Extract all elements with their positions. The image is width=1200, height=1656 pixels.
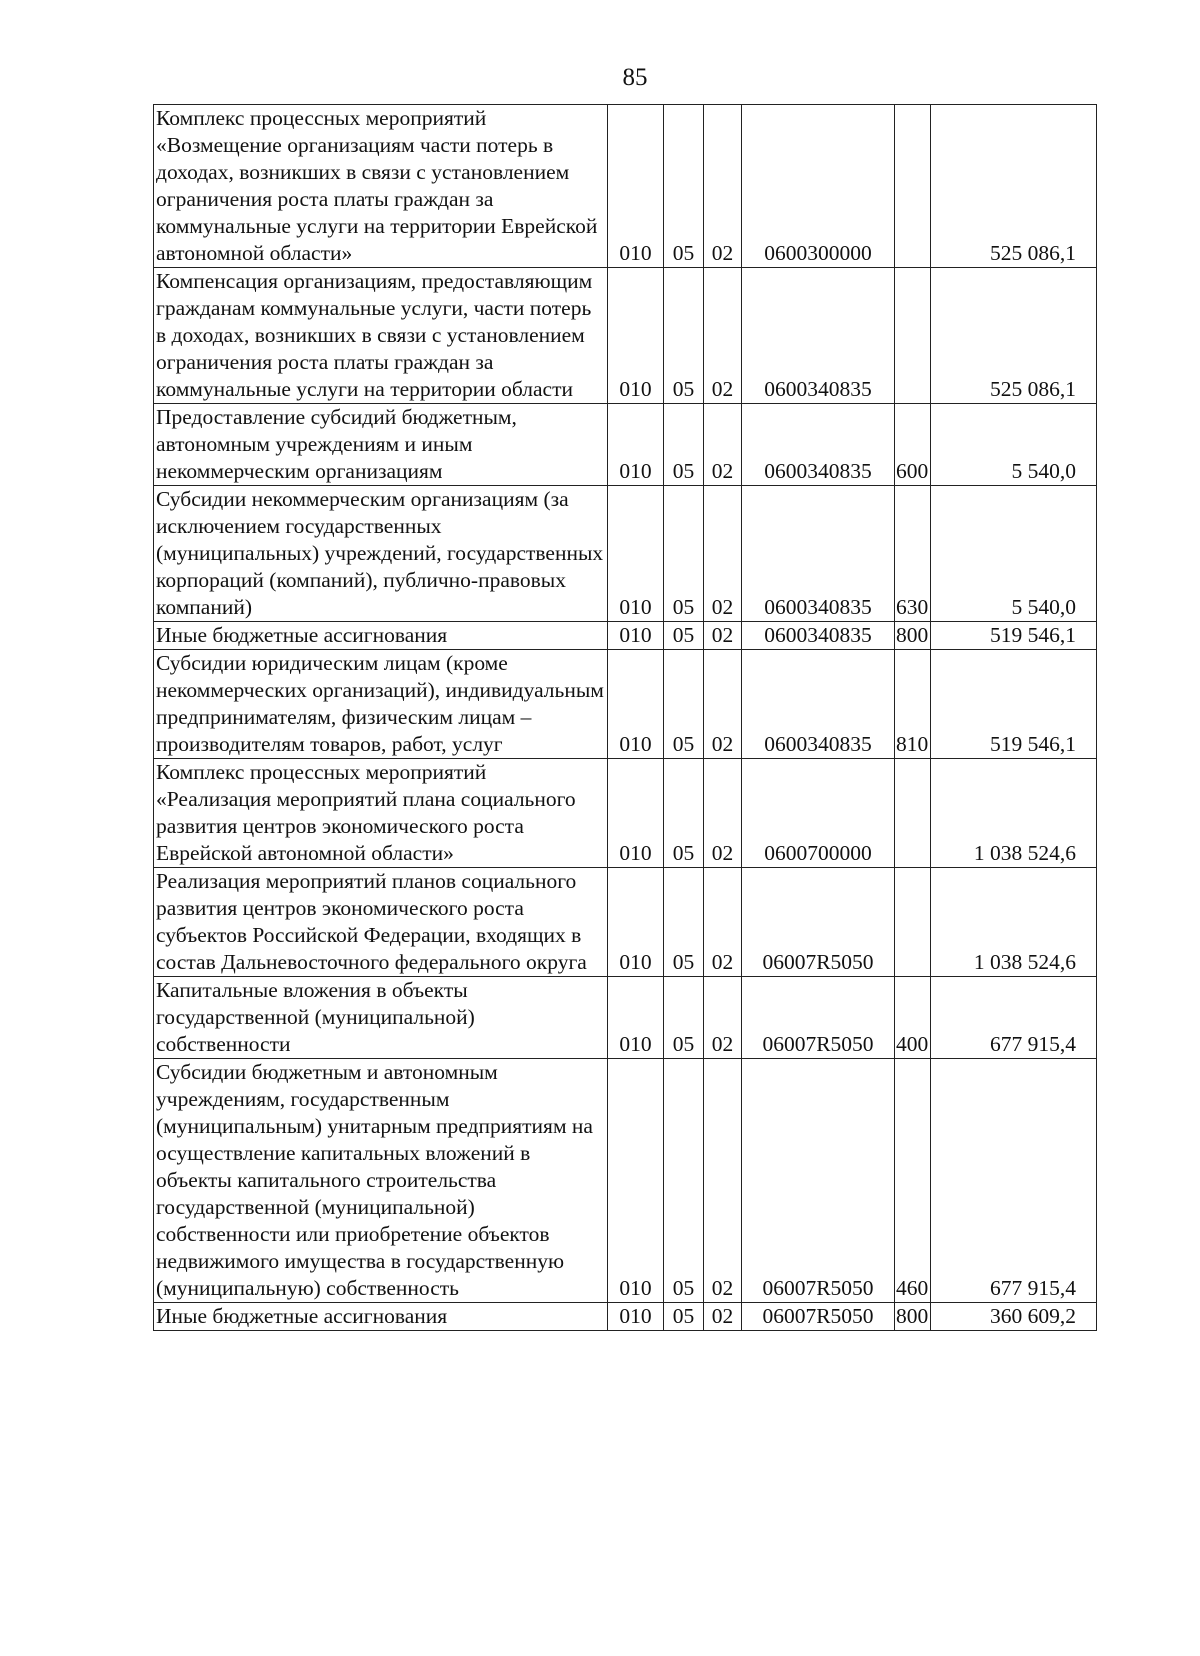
item-name-cell: Комплекс процессных мероприятий «Возмещение организациям части потерь в доходах, возникших в связи с установлением ограничения роста платы граждан за коммунальные услуги на территории Еврейской автономной области» [154,105,608,268]
target-article-cell: 0600340835 [742,486,895,622]
target-article-cell: 0600340835 [742,650,895,759]
ministry-code-cell: 010 [608,268,664,404]
expense-type-cell: 400 [895,977,931,1059]
expense-type-cell: 600 [895,404,931,486]
section-code-cell: 05 [664,977,704,1059]
target-article-cell: 0600300000 [742,105,895,268]
item-name-cell: Субсидии некоммерческим организациям (за исключением государственных (муниципальных) учреждений, государственных корпораций (компаний), публично-правовых компаний) [154,486,608,622]
amount-cell: 677 915,4 [931,1059,1097,1303]
expense-type-cell: 810 [895,650,931,759]
ministry-code-cell: 010 [608,868,664,977]
ministry-code-cell: 010 [608,977,664,1059]
target-article-cell: 0600340835 [742,404,895,486]
table-row [154,622,1097,650]
section-code-cell: 05 [664,404,704,486]
item-name-cell: Комплекс процессных мероприятий «Реализация мероприятий плана социального развития центров экономического роста Еврейской автономной области» [154,759,608,868]
subsection-code-cell: 02 [704,622,742,650]
target-article-cell: 0600700000 [742,759,895,868]
section-code-cell: 05 [664,1303,704,1331]
amount-cell: 1 038 524,6 [931,868,1097,977]
table-row [154,268,1097,404]
target-article-cell: 06007R5050 [742,1303,895,1331]
table-row [154,486,1097,622]
expense-type-cell: 630 [895,486,931,622]
subsection-code-cell: 02 [704,759,742,868]
table-row [154,868,1097,977]
budget-allocation-table [153,104,1097,1331]
item-name-cell: Иные бюджетные ассигнования [154,1303,608,1331]
table-row [154,1059,1097,1303]
item-name-cell: Реализация мероприятий планов социального развития центров экономического роста субъектов Российской Федерации, входящих в состав Дальневосточного федерального округа [154,868,608,977]
target-article-cell: 06007R5050 [742,977,895,1059]
target-article-cell: 06007R5050 [742,1059,895,1303]
ministry-code-cell: 010 [608,759,664,868]
section-code-cell: 05 [664,1059,704,1303]
subsection-code-cell: 02 [704,650,742,759]
table-row [154,759,1097,868]
expense-type-cell [895,268,931,404]
amount-cell: 360 609,2 [931,1303,1097,1331]
section-code-cell: 05 [664,650,704,759]
section-code-cell: 05 [664,105,704,268]
table-row [154,105,1097,268]
amount-cell: 525 086,1 [931,105,1097,268]
amount-cell: 677 915,4 [931,977,1097,1059]
expense-type-cell: 460 [895,1059,931,1303]
table-body [154,105,1097,1331]
table-row [154,1303,1097,1331]
section-code-cell: 05 [664,486,704,622]
page-number: 85 [622,64,648,91]
table-row [154,977,1097,1059]
subsection-code-cell: 02 [704,1059,742,1303]
ministry-code-cell: 010 [608,1059,664,1303]
item-name-cell: Субсидии юридическим лицам (кроме некоммерческих организаций), индивидуальным предпринимателям, физическим лицам – производителям товаров, работ, услуг [154,650,608,759]
item-name-cell: Предоставление субсидий бюджетным, автономным учреждениям и иным некоммерческим организациям [154,404,608,486]
ministry-code-cell: 010 [608,622,664,650]
expense-type-cell: 800 [895,1303,931,1331]
section-code-cell: 05 [664,622,704,650]
subsection-code-cell: 02 [704,404,742,486]
subsection-code-cell: 02 [704,105,742,268]
item-name-cell: Капитальные вложения в объекты государственной (муниципальной) собственности [154,977,608,1059]
subsection-code-cell: 02 [704,268,742,404]
subsection-code-cell: 02 [704,1303,742,1331]
ministry-code-cell: 010 [608,105,664,268]
expense-type-cell: 800 [895,622,931,650]
subsection-code-cell: 02 [704,977,742,1059]
item-name-cell: Компенсация организациям, предоставляющим гражданам коммунальные услуги, части потерь в доходах, возникших в связи с установлением ограничения роста платы граждан за коммунальные услуги на территории области [154,268,608,404]
expense-type-cell [895,868,931,977]
section-code-cell: 05 [664,759,704,868]
item-name-cell: Иные бюджетные ассигнования [154,622,608,650]
amount-cell: 5 540,0 [931,486,1097,622]
subsection-code-cell: 02 [704,868,742,977]
target-article-cell: 0600340835 [742,268,895,404]
table-row [154,650,1097,759]
subsection-code-cell: 02 [704,486,742,622]
ministry-code-cell: 010 [608,650,664,759]
ministry-code-cell: 010 [608,486,664,622]
section-code-cell: 05 [664,268,704,404]
amount-cell: 519 546,1 [931,622,1097,650]
ministry-code-cell: 010 [608,1303,664,1331]
ministry-code-cell: 010 [608,404,664,486]
table-row [154,404,1097,486]
expense-type-cell [895,759,931,868]
target-article-cell: 0600340835 [742,622,895,650]
amount-cell: 519 546,1 [931,650,1097,759]
expense-type-cell [895,105,931,268]
section-code-cell: 05 [664,868,704,977]
amount-cell: 525 086,1 [931,268,1097,404]
amount-cell: 5 540,0 [931,404,1097,486]
amount-cell: 1 038 524,6 [931,759,1097,868]
item-name-cell: Субсидии бюджетным и автономным учреждениям, государственным (муниципальным) унитарным предприятиям на осуществление капитальных вложений в объекты капитального строительства государственной (муниципальной) собственности или приобретение объектов недвижимого имущества в государственную (муниципальную) собственность [154,1059,608,1303]
target-article-cell: 06007R5050 [742,868,895,977]
